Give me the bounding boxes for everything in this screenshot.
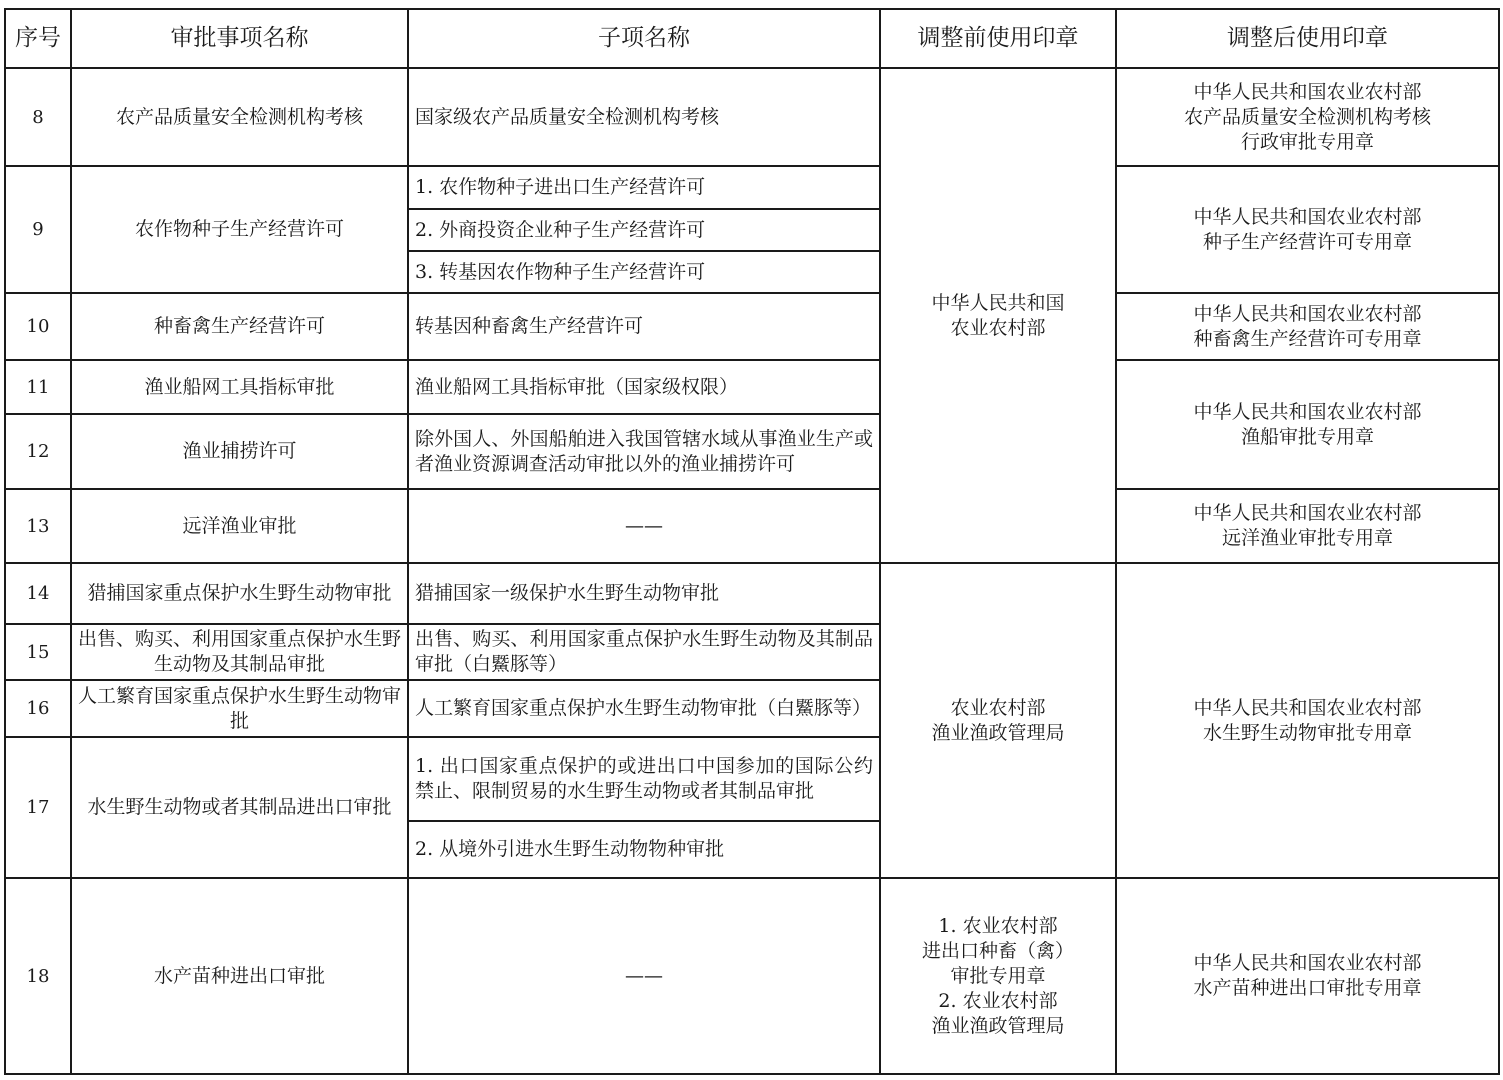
row-seq: 9 [5,166,71,293]
header-after: 调整后使用印章 [1116,9,1499,68]
seal-line: 农业农村部 [950,696,1046,719]
item-name: 种畜禽生产经营许可 [71,293,408,360]
sub-name: 猎捕国家一级保护水生野生动物审批 [408,563,880,624]
seal-line: 进出口种畜（禽） [921,939,1074,962]
seal-line: 中华人民共和国农业农村部 [1193,952,1422,974]
seal-line: 水生野生动物审批专用章 [1202,721,1412,744]
header-sub: 子项名称 [408,9,880,68]
seal-line: 渔业渔政管理局 [931,721,1065,744]
seal-line: 行政审批专用章 [1240,130,1374,153]
seal-line: 审批专用章 [950,964,1046,987]
seal-line: 中华人民共和国农业农村部 [1193,302,1422,325]
row-seq: 13 [5,489,71,563]
seal-line: 1. 农业农村部 [938,914,1058,937]
seal-line: 中华人民共和国农业农村部 [1193,400,1422,423]
header-seq: 序号 [5,9,71,68]
before-seal-national [880,68,1116,563]
item-name: 渔业船网工具指标审批 [71,360,408,414]
item-name: 人工繁育国家重点保护水生野生动物审批 [71,680,408,737]
after-seal [1116,166,1499,293]
sub-name: 2. 外商投资企业种子生产经营许可 [408,209,880,251]
table-row [5,68,1499,166]
item-name: 远洋渔业审批 [71,489,408,563]
after-seal [1116,563,1499,878]
after-seal [1116,293,1499,360]
after-seal [1116,68,1499,166]
row-seq: 17 [5,737,71,878]
seal-line: 渔业渔政管理局 [931,1014,1065,1037]
seal-line: 中华人民共和国农业农村部 [1193,205,1422,228]
item-name: 农作物种子生产经营许可 [71,166,408,293]
sub-name: 3. 转基因农作物种子生产经营许可 [408,251,880,293]
table-row [5,489,1499,563]
sub-name: 除外国人、外国船舶进入我国管辖水域从事渔业生产或者渔业资源调查活动审批以外的渔业捕捞许可 [408,414,880,489]
table-row [5,563,1499,624]
after-seal [1116,360,1499,489]
header-item: 审批事项名称 [71,9,408,68]
row-seq: 12 [5,414,71,489]
item-name: 水生野生动物或者其制品进出口审批 [71,737,408,878]
row-seq: 14 [5,563,71,624]
sub-name: 1. 农作物种子进出口生产经营许可 [408,166,880,209]
sub-name: 转基因种畜禽生产经营许可 [408,293,880,360]
seal-line: 渔船审批专用章 [1240,425,1374,448]
table-row [5,293,1499,360]
table-row [5,878,1499,1074]
seal-line: 水产苗种进出口审批专用章 [1193,977,1422,999]
item-name: 农产品质量安全检测机构考核 [71,68,408,166]
seal-line: 种子生产经营许可专用章 [1202,230,1412,253]
table-row [5,166,1499,209]
row-seq: 10 [5,293,71,360]
before-seal-import-export [880,878,1116,1074]
seal-line: 农产品质量安全检测机构考核 [1183,105,1431,128]
seal-line: 2. 农业农村部 [938,989,1058,1012]
after-seal [1116,878,1499,1074]
seal-line: 中华人民共和国农业农村部 [1193,502,1422,524]
sub-name: 人工繁育国家重点保护水生野生动物审批（白鱀豚等） [408,680,880,737]
row-seq: 16 [5,680,71,737]
seal-line: 中华人民共和国农业农村部 [1193,80,1422,103]
seal-line: 远洋渔业审批专用章 [1221,527,1393,549]
sub-name: 1. 出口国家重点保护的或进出口中国参加的国际公约禁止、限制贸易的水生野生动物或者其制品审批 [408,737,880,821]
row-seq: 11 [5,360,71,414]
header-before: 调整前使用印章 [880,9,1116,68]
seal-line: 农业农村部 [950,316,1046,339]
row-seq: 18 [5,878,71,1074]
seal-line: 种畜禽生产经营许可专用章 [1193,327,1422,350]
sub-name: 2. 从境外引进水生野生动物物种审批 [408,821,880,878]
item-name: 出售、购买、利用国家重点保护水生野生动物及其制品审批 [71,624,408,680]
sub-name: 国家级农产品质量安全检测机构考核 [408,68,880,166]
sub-name: —— [408,878,880,1074]
item-name: 水产苗种进出口审批 [71,878,408,1074]
item-name: 猎捕国家重点保护水生野生动物审批 [71,563,408,624]
sub-name: —— [408,489,880,563]
seal-line: 中华人民共和国农业农村部 [1193,696,1422,719]
row-seq: 8 [5,68,71,166]
sub-name: 渔业船网工具指标审批（国家级权限） [408,360,880,414]
row-seq: 15 [5,624,71,680]
sub-name: 出售、购买、利用国家重点保护水生野生动物及其制品审批（白鱀豚等） [408,624,880,680]
seal-line: 中华人民共和国 [931,291,1065,314]
after-seal [1116,489,1499,563]
seal-adjustment-table [4,8,1500,1075]
before-seal-fisheries [880,563,1116,878]
table-row [5,360,1499,414]
header-row [5,9,1499,68]
item-name: 渔业捕捞许可 [71,414,408,489]
